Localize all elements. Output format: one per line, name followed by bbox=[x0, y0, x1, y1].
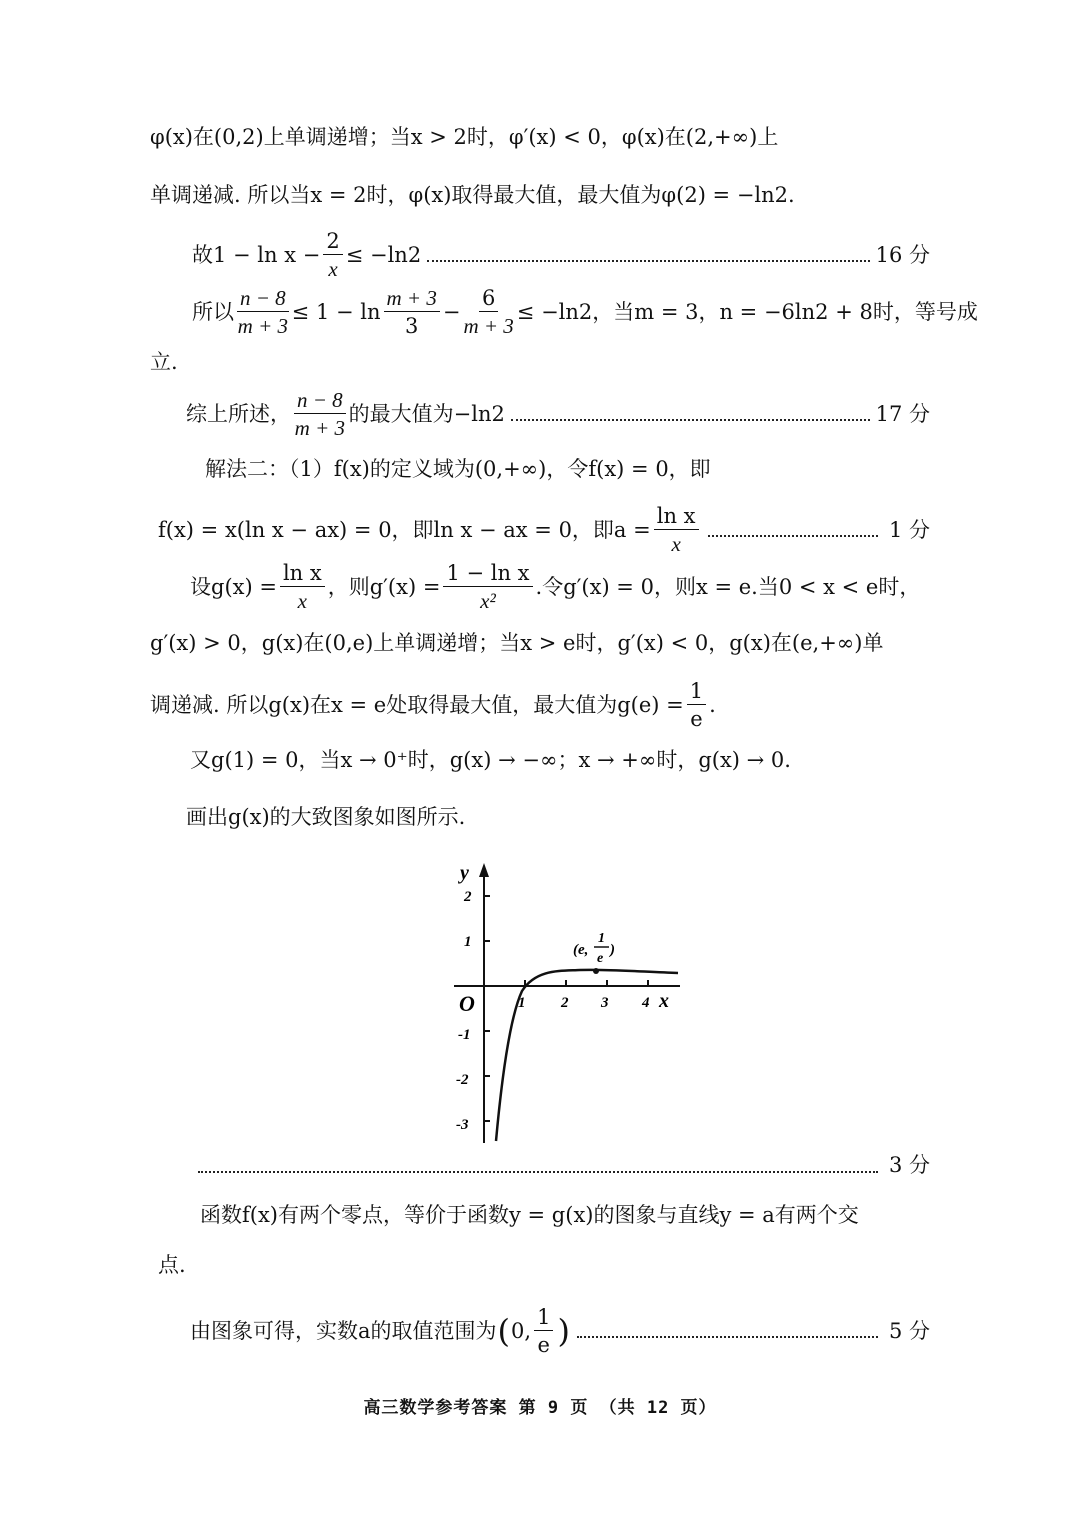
line-5-text: 立. bbox=[150, 350, 178, 374]
line-4-frac1-den: m + 3 bbox=[237, 314, 288, 339]
line-2-text: 单调递减. 所以当x = 2时，φ(x)取得最大值，最大值为φ(2) = −ln2. bbox=[150, 183, 795, 207]
max-point-dot bbox=[593, 968, 599, 974]
line-4-fraction-2 bbox=[384, 287, 440, 337]
line-4-frac1-num: n − 8 bbox=[237, 287, 289, 312]
text-line-10 bbox=[150, 633, 883, 654]
line-4-frac3-num: 6 bbox=[479, 287, 498, 312]
line-1-text: φ(x)在(0,2)上单调递增；当x > 2时，φ′(x) < 0，φ(x)在(2,+∞)上 bbox=[150, 125, 779, 149]
line-9-frac1-num: ln x bbox=[280, 562, 325, 587]
leader-dots bbox=[708, 535, 879, 537]
x-axis-label: x bbox=[659, 990, 669, 1012]
y-tick-label-neg2: -2 bbox=[456, 1072, 469, 1088]
line-4-frac2-num: m + 3 bbox=[384, 287, 440, 312]
origin-label: O bbox=[459, 991, 475, 1016]
line-6-frac-num: n − 8 bbox=[294, 389, 346, 414]
line-8-frac-num: ln x bbox=[654, 505, 699, 530]
point-label-num: 1 bbox=[598, 931, 605, 946]
line-6-pre: 综上所述， bbox=[186, 401, 291, 426]
line-13-text: 画出g(x)的大致图象如图所示. bbox=[186, 805, 466, 829]
line-15-text: 函数f(x)有两个零点，等价于函数y = g(x)的图象与直线y = a有两个交 bbox=[200, 1203, 859, 1227]
text-line-6 bbox=[186, 389, 930, 439]
line-11-fraction bbox=[687, 680, 706, 730]
y-axis-arrow bbox=[479, 863, 489, 877]
line-17-pre: 由图象可得，实数a的取值范围为 bbox=[190, 1318, 497, 1343]
line-10-text: g′(x) > 0，g(x)在(0,e)上单调递增；当x > e时，g′(x) < 0，g(x)在(e,+∞)单 bbox=[150, 631, 884, 655]
line-4-frac3-den: m + 3 bbox=[463, 314, 514, 339]
x-tick-label-1: 1 bbox=[518, 995, 526, 1011]
line-3-fraction bbox=[323, 230, 342, 280]
line-12-text: 又g(1) = 0，当x → 0⁺时，g(x) → −∞；x → +∞时，g(x) → 0. bbox=[190, 748, 791, 772]
line-6-frac-den: m + 3 bbox=[294, 416, 345, 441]
line-9-mid: ，则g′(x) = bbox=[327, 574, 441, 599]
score-label: 5 分 bbox=[888, 1318, 930, 1343]
function-graph bbox=[440, 855, 690, 1150]
text-line-9 bbox=[190, 562, 920, 612]
line-16-text: 点. bbox=[158, 1253, 186, 1277]
line-8-pre: f(x) = x(ln x − ax) = 0，即ln x − ax = 0，即a = bbox=[158, 517, 651, 542]
point-label-close: ) bbox=[610, 942, 615, 958]
text-line-7 bbox=[205, 459, 711, 480]
line-4-frac2-den: 3 bbox=[404, 314, 419, 339]
line-11-frac-num: 1 bbox=[687, 680, 706, 705]
line-3-pre: 故1 − ln x − bbox=[192, 242, 321, 267]
line-17-inner: 0, bbox=[511, 1318, 532, 1343]
line-17-rparen: ) bbox=[557, 1312, 570, 1351]
text-line-11 bbox=[150, 680, 716, 730]
score-label: 3 分 bbox=[888, 1153, 930, 1177]
text-line-17 bbox=[190, 1306, 930, 1356]
leader-dots bbox=[427, 260, 869, 262]
y-tick-label-2: 2 bbox=[464, 889, 472, 905]
line-4-fraction-3 bbox=[463, 287, 513, 337]
line-3-frac-num: 2 bbox=[323, 230, 342, 255]
line-4-post: ≤ −ln2，当m = 3，n = −6ln2 + 8时，等号成 bbox=[516, 299, 978, 324]
line-4-mid: ≤ 1 − ln bbox=[291, 299, 381, 324]
line-17-fraction bbox=[534, 1306, 553, 1356]
text-line-12 bbox=[190, 750, 791, 771]
y-axis-label: y bbox=[460, 862, 469, 884]
line-7-text: 解法二：（1）f(x)的定义域为(0,+∞)，令f(x) = 0，即 bbox=[205, 457, 711, 481]
line-8-frac-den: x bbox=[671, 532, 681, 557]
y-tick-label-neg1: -1 bbox=[458, 1027, 471, 1043]
line-17-frac-num: 1 bbox=[534, 1306, 553, 1331]
text-line-14 bbox=[198, 1155, 930, 1176]
text-line-1 bbox=[150, 127, 778, 148]
score-label: 1 分 bbox=[888, 517, 930, 542]
x-tick-label-2: 2 bbox=[561, 995, 569, 1011]
text-line-3 bbox=[192, 230, 930, 280]
line-9-fraction-2 bbox=[443, 562, 532, 612]
text-line-8 bbox=[158, 505, 930, 555]
line-9-frac2-den: x² bbox=[480, 589, 496, 614]
line-8-fraction bbox=[654, 505, 699, 555]
leader-dots bbox=[198, 1171, 878, 1173]
line-17-frac-den: e bbox=[537, 1333, 550, 1358]
score-label: 17 分 bbox=[875, 401, 930, 426]
line-3-frac-den: x bbox=[328, 257, 338, 282]
text-line-5 bbox=[150, 352, 178, 373]
text-line-4 bbox=[192, 287, 978, 337]
x-tick-label-3: 3 bbox=[601, 995, 609, 1011]
line-11-post: . bbox=[709, 692, 716, 717]
line-17-lparen: ( bbox=[497, 1312, 511, 1351]
line-3-post: ≤ −ln2 bbox=[345, 242, 422, 267]
line-9-post: .令g′(x) = 0，则x = e.当0 < x < e时， bbox=[535, 574, 921, 599]
y-tick-label-1: 1 bbox=[464, 934, 472, 950]
line-9-fraction-1 bbox=[280, 562, 325, 612]
line-6-fraction bbox=[294, 389, 346, 439]
point-label-open: (e, bbox=[573, 942, 589, 958]
point-label-den: e bbox=[597, 951, 604, 966]
leader-dots bbox=[577, 1336, 878, 1338]
text-line-16 bbox=[158, 1255, 186, 1276]
line-4-minus: − bbox=[442, 299, 461, 324]
leader-dots bbox=[511, 419, 870, 421]
line-11-pre: 调递减. 所以g(x)在x = e处取得最大值，最大值为g(e) = bbox=[150, 692, 684, 717]
line-11-frac-den: e bbox=[690, 707, 703, 732]
line-4-pre: 所以 bbox=[192, 299, 234, 324]
y-tick-label-neg3: -3 bbox=[456, 1117, 469, 1133]
line-9-frac1-den: x bbox=[297, 589, 307, 614]
text-line-15 bbox=[200, 1205, 859, 1226]
line-4-fraction-1 bbox=[237, 287, 289, 337]
text-line-13 bbox=[186, 807, 465, 828]
page-footer: 高三数学参考答案 第 9 页 （共 12 页） bbox=[363, 1398, 717, 1418]
line-6-post: 的最大值为−ln2 bbox=[348, 401, 505, 426]
text-line-2 bbox=[150, 185, 795, 206]
x-tick-label-4: 4 bbox=[642, 995, 650, 1011]
line-9-pre: 设g(x) = bbox=[190, 574, 277, 599]
line-9-frac2-num: 1 − ln x bbox=[443, 562, 532, 587]
score-label: 16 分 bbox=[875, 242, 930, 267]
